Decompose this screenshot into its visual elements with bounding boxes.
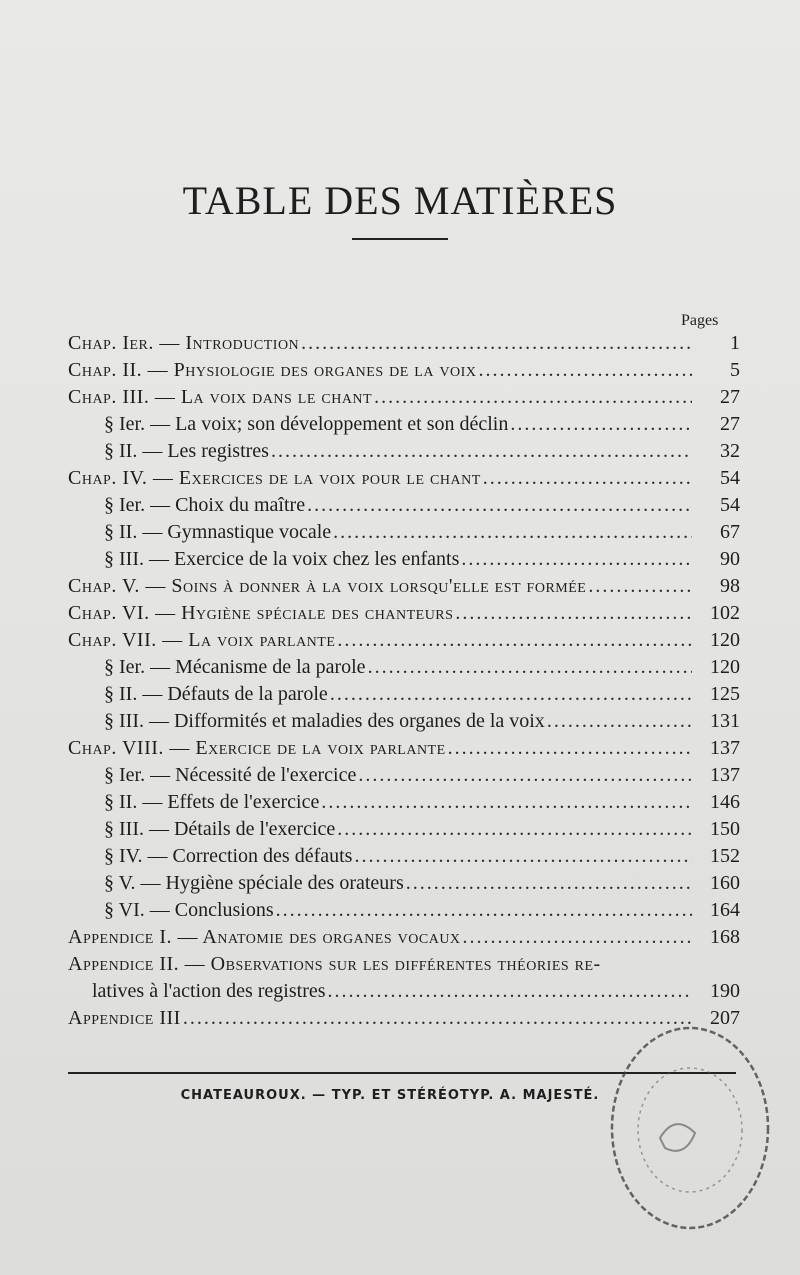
toc-entry-title: § IV. — Correction des défauts: [104, 845, 353, 867]
toc-entry-page: 190: [710, 980, 740, 1002]
toc-entry-page: 1: [730, 332, 740, 354]
toc-entry-page: 27: [720, 386, 740, 408]
toc-entry: [104, 438, 740, 464]
dot-leader: [307, 492, 692, 518]
toc-entry: [68, 924, 740, 950]
dot-leader: [463, 924, 692, 950]
toc-entry: [104, 762, 740, 788]
toc-entry-page: 120: [710, 656, 740, 678]
dot-leader: [330, 681, 692, 707]
toc-entry-page: 164: [710, 899, 740, 921]
toc-entry: [104, 519, 740, 545]
toc-entry-page: 98: [720, 575, 740, 597]
toc-entry-page: 54: [720, 494, 740, 516]
toc-entry-title: latives à l'action des registres: [92, 980, 326, 1002]
toc-entry-title: § II. — Les registres: [104, 440, 269, 462]
toc-entry: [104, 411, 740, 437]
toc-entry: [104, 870, 740, 896]
toc-entry: [104, 546, 740, 572]
toc-entry-page: 32: [720, 440, 740, 462]
pages-column-header: Pages: [681, 312, 719, 329]
printer-colophon: CHATEAUROUX. — TYP. ET STÉRÉOTYP. A. MAJESTÉ.: [180, 1088, 600, 1103]
toc-entry-title: § III. — Détails de l'exercice: [104, 818, 336, 840]
toc-entry-title: Chap. VI. — Hygiène spéciale des chanteurs: [68, 602, 454, 624]
page-title: TABLE DES MATIÈRES: [182, 177, 618, 223]
toc-entry-page: 67: [720, 521, 740, 543]
toc-entry: [104, 654, 740, 680]
dot-leader: [321, 789, 692, 815]
toc-entry-title: Appendice II. — Observations sur les différentes théories re-: [68, 953, 601, 975]
toc-entry-title: Chap. II. — Physiologie des organes de la voix: [68, 359, 477, 381]
toc-entry: [104, 492, 740, 518]
library-stamp: [600, 1018, 780, 1238]
toc-entry-page: 90: [720, 548, 740, 570]
toc-entry-title: Chap. Ier. — Introduction: [68, 332, 300, 354]
toc-entry-title: § II. — Gymnastique vocale: [104, 521, 332, 543]
dot-leader: [483, 465, 692, 491]
toc-entry: [104, 816, 740, 842]
toc-entry: [68, 330, 740, 356]
toc-entry-page: 125: [710, 683, 740, 705]
toc-entry: [68, 465, 740, 491]
toc-entry-page: 102: [710, 602, 740, 624]
dot-leader: [588, 573, 692, 599]
toc-entry: [68, 735, 740, 761]
dot-leader: [461, 546, 692, 572]
toc-entry: [68, 573, 740, 599]
dot-leader: [354, 843, 692, 869]
dot-leader: [374, 384, 692, 410]
toc-entry-title: Appendice III: [68, 1007, 181, 1029]
toc-entry-title: § Ier. — Mécanisme de la parole: [104, 656, 366, 678]
dot-leader: [547, 708, 692, 734]
dot-leader: [448, 735, 692, 761]
dot-leader: [333, 519, 692, 545]
toc-entry-page: 146: [710, 791, 740, 813]
dot-leader: [337, 627, 692, 653]
dot-leader: [276, 897, 692, 923]
dot-leader: [358, 762, 692, 788]
toc-entry: [92, 978, 740, 1004]
toc-entry-page: 168: [710, 926, 740, 948]
toc-entry: [68, 627, 740, 653]
toc-entry-page: 120: [710, 629, 740, 651]
dot-leader: [406, 870, 692, 896]
toc-entry-title: § V. — Hygiène spéciale des orateurs: [104, 872, 404, 894]
toc-entry-page: 137: [710, 737, 740, 759]
dot-leader: [271, 438, 692, 464]
toc-entry-title: Chap. VII. — La voix parlante: [68, 629, 336, 651]
toc-entry-page: 5: [730, 359, 740, 381]
title-divider: [352, 238, 448, 240]
toc-entry-title: § II. — Défauts de la parole: [104, 683, 328, 705]
toc-entry-title: Chap. VIII. — Exercice de la voix parlante: [68, 737, 446, 759]
toc-entry: [104, 897, 740, 923]
toc-entry: [68, 951, 740, 977]
toc-entry: [68, 384, 740, 410]
toc-entry-title: Appendice I. — Anatomie des organes vocaux: [68, 926, 461, 948]
toc-entry: [104, 843, 740, 869]
dot-leader: [455, 600, 692, 626]
dot-leader: [478, 357, 692, 383]
toc-entry-title: § III. — Difformités et maladies des organes de la voix: [104, 710, 545, 732]
toc-entry-page: 137: [710, 764, 740, 786]
toc-entry-page: 150: [710, 818, 740, 840]
toc-entry-title: Chap. III. — La voix dans le chant: [68, 386, 373, 408]
toc-entry-title: § III. — Exercice de la voix chez les enfants: [104, 548, 460, 570]
toc-entry: [68, 600, 740, 626]
toc-entry-title: Chap. V. — Soins à donner à la voix lorsqu'elle est formée: [68, 575, 587, 597]
toc-entry-title: Chap. IV. — Exercices de la voix pour le chant: [68, 467, 481, 489]
dot-leader: [337, 816, 692, 842]
toc-entry-page: 152: [710, 845, 740, 867]
toc-entry-title: § Ier. — Choix du maître: [104, 494, 306, 516]
dot-leader: [510, 411, 692, 437]
toc-entry-title: § Ier. — La voix; son développement et son déclin: [104, 413, 509, 435]
dot-leader: [328, 978, 692, 1004]
toc-entry-page: 207: [710, 1007, 740, 1029]
toc-entry: [104, 789, 740, 815]
toc-entry-page: 131: [710, 710, 740, 732]
toc-entry: [68, 357, 740, 383]
toc-entry: [104, 681, 740, 707]
toc-entry-title: § Ier. — Nécessité de l'exercice: [104, 764, 357, 786]
toc-entry-page: 160: [710, 872, 740, 894]
toc-entry-page: 54: [720, 467, 740, 489]
toc-entry-page: 27: [720, 413, 740, 435]
toc-entry-title: § II. — Effets de l'exercice: [104, 791, 320, 813]
dot-leader: [301, 330, 692, 356]
toc-entry: [104, 708, 740, 734]
toc-entry-title: § VI. — Conclusions: [104, 899, 274, 921]
dot-leader: [368, 654, 692, 680]
